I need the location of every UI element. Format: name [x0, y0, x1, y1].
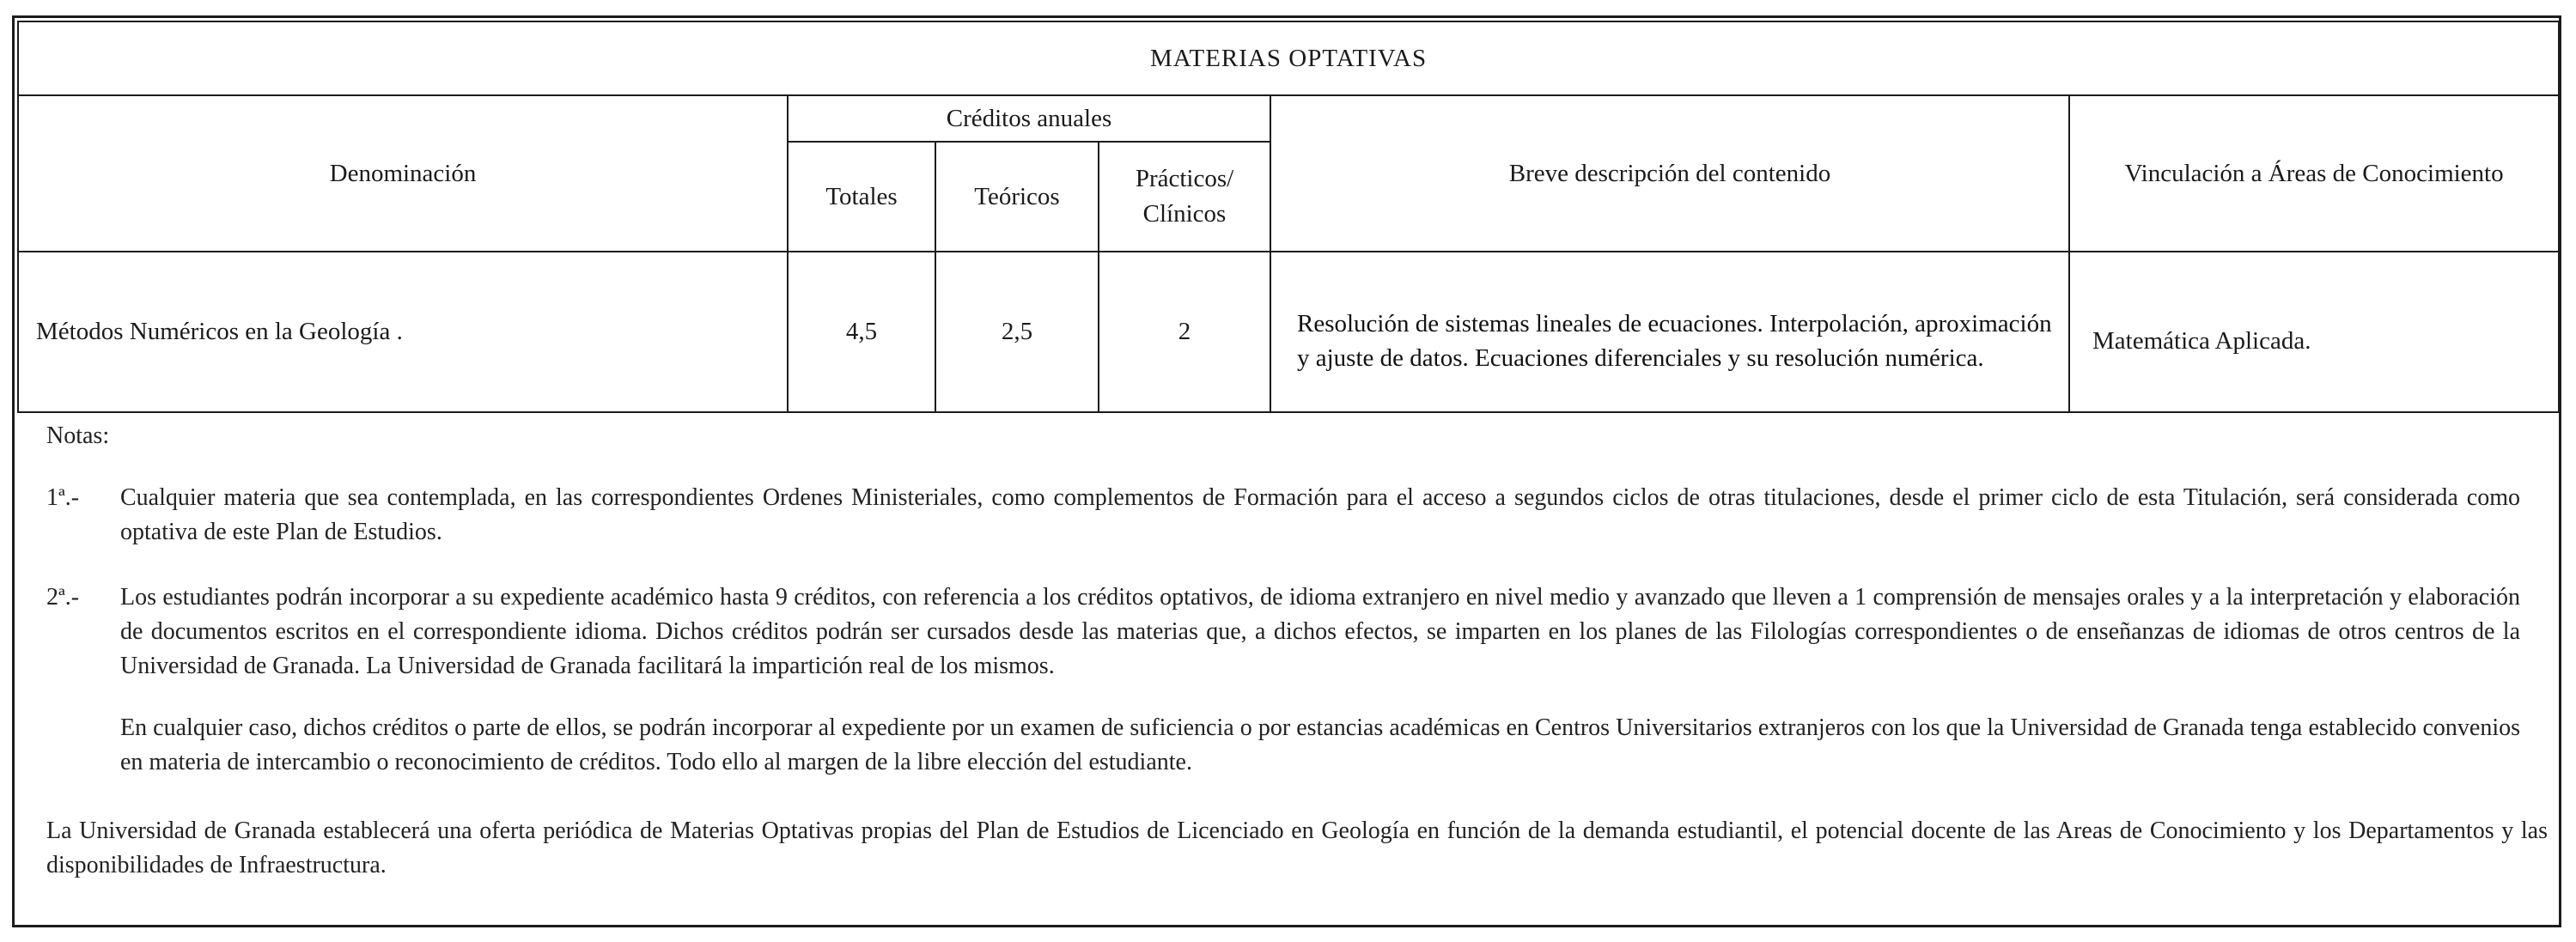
- notes-title: Notas:: [46, 422, 110, 449]
- header-vinculacion: Vinculación a Áreas de Conocimiento: [2069, 95, 2559, 252]
- note-continuation-text: En cualquier caso, dichos créditos o parte de ellos, se podrán incorporar al expediente por un examen de suficiencia o por estancias académicas en Centros Universitarios extranjeros con los que la Universidad de Granada tenga establecido convenios en materia de intercambio o reconocimiento de créditos. Todo ello al margen de la libre elección del estudiante.: [120, 714, 2520, 775]
- cell-vinculacion: Matemática Aplicada.: [2069, 252, 2559, 412]
- cell-teoricos: 2,5: [935, 252, 1099, 412]
- note-text: Los estudiantes podrán incorporar a su expediente académico hasta 9 créditos, con referencia a los créditos optativos, de idioma extranjero en nivel medio y avanzado que lleven a 1 comprensión de mensajes orales y a la interpretación y elaboración de documentos escritos en el correspondiente idioma. Dichos créditos podrán ser cursados desde las materias que, a dichos efectos, se imparten en los planes de las Filologías correspondientes o de enseñanzas de idiomas de otros centros de la Universidad de Granada. La Universidad de Granada facilitará la impartición real de los mismos.: [120, 584, 2520, 679]
- table-row: [18, 252, 2559, 412]
- note-number: 1ª.-: [46, 484, 80, 511]
- header-teoricos: Teóricos: [935, 142, 1099, 252]
- table-title: MATERIAS OPTATIVAS: [18, 21, 2559, 95]
- note-item: [46, 481, 2520, 558]
- header-totales: Totales: [788, 142, 935, 252]
- cell-practicos: 2: [1099, 252, 1270, 412]
- cell-descripcion: Resolución de sistemas lineales de ecuaciones. Interpolación, aproximación y ajuste de datos. Ecuaciones diferenciales y su resolución numérica.: [1270, 252, 2069, 412]
- header-practicos: [1099, 142, 1270, 252]
- note-item: [46, 580, 2520, 692]
- cell-denominacion: Métodos Numéricos en la Geología .: [18, 252, 788, 412]
- header-practicos-label: Prácticos/ Clínicos: [1135, 165, 1234, 228]
- notes-section: [17, 393, 2558, 926]
- cell-totales: 4,5: [788, 252, 935, 412]
- header-denominacion: Denominación: [18, 95, 788, 252]
- final-paragraph: La Universidad de Granada establecerá una oferta periódica de Materias Optativas propias del Plan de Estudios de Licenciado en Geología en función de la demanda estudiantil, el potencial docente de las Areas de Conocimiento y los Departamentos y las disponibilidades de Infraestructura.: [46, 817, 2548, 878]
- header-descripcion: Breve descripción del contenido: [1270, 95, 2069, 252]
- header-creditos-anuales: Créditos anuales: [788, 95, 1270, 142]
- materias-optativas-table: [17, 21, 2560, 413]
- note-number: 2ª.-: [46, 584, 80, 611]
- note-continuation: [46, 711, 2520, 788]
- note-text: Cualquier materia que sea contemplada, en las correspondientes Ordenes Ministeriales, como complementos de Formación para el acceso a segundos ciclos de otras titulaciones, desde el primer ciclo de esta Titulación, será considerada como optativa de este Plan de Estudios.: [120, 484, 2520, 545]
